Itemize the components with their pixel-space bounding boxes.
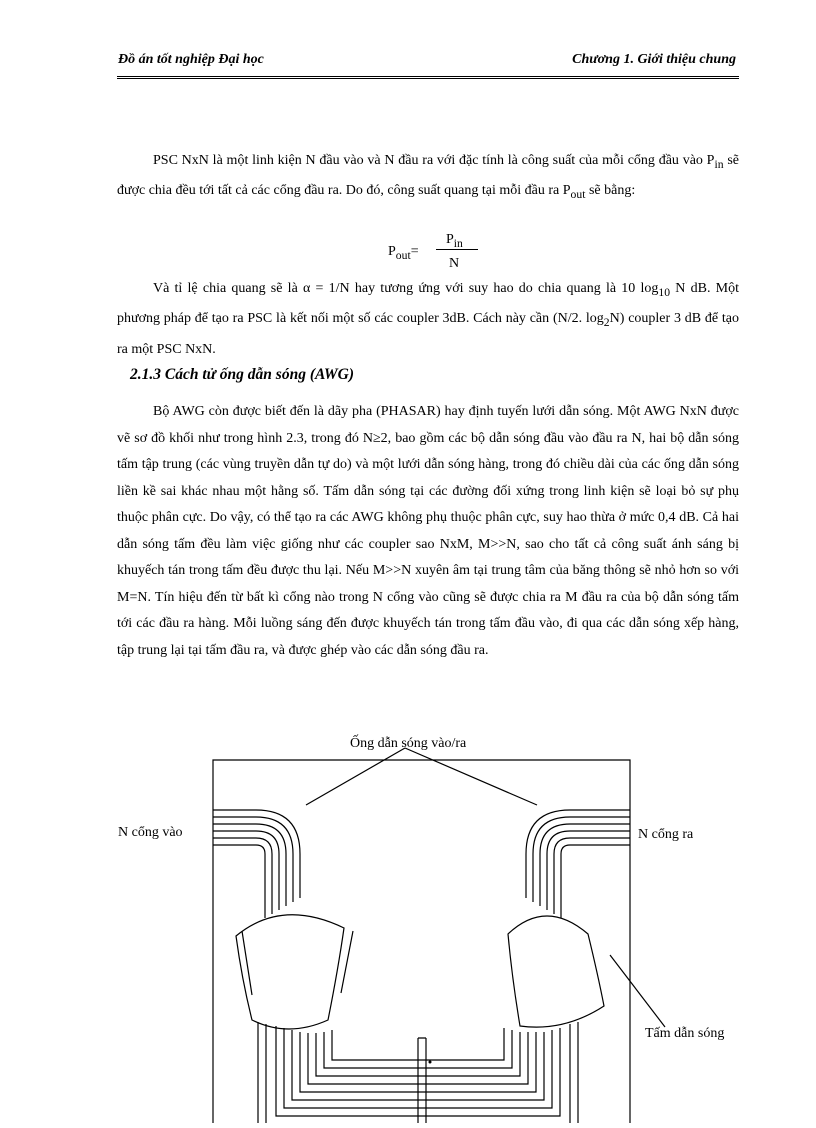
awg-diagram-svg xyxy=(100,730,816,1123)
text-run: sẽ bằng: xyxy=(585,183,636,199)
left-slab-edge-left xyxy=(242,931,252,995)
center-dot xyxy=(429,1061,432,1064)
pointer-line-slab xyxy=(610,955,665,1027)
text-run: Và tỉ lệ chia quang sẽ là α = 1/N hay tương ứng với suy hao do chia quang là 10 log xyxy=(153,281,659,296)
section-heading: 2.1.3 Cách tử ống dẫn sóng (AWG) xyxy=(130,366,355,383)
awg-diagram xyxy=(100,730,816,1128)
paragraph-psc xyxy=(117,148,739,209)
fraction-bar xyxy=(436,249,478,250)
text-run: PSC NxN là một linh kiện N đầu vào và N đầu ra với đặc tính là công suất của mỗi cổng đầu vào P xyxy=(153,153,715,168)
formula-pout xyxy=(388,232,498,278)
paragraph-split-ratio xyxy=(117,276,739,363)
text-run: N) coupler 3 dB để tạo ra một PSC NxN. xyxy=(117,311,739,357)
label-output-ports: N cổng ra xyxy=(638,827,694,842)
subscript-10: 10 xyxy=(658,285,671,299)
header-rule xyxy=(117,76,739,79)
formula-numerator: $P_{in}$ xyxy=(446,232,463,250)
input-waveguides xyxy=(213,810,300,918)
text-run: N dB. Một phương pháp để tạo ra PSC là kết nối một số các coupler 3dB. Cách này cần (N/2. log xyxy=(117,281,739,327)
right-slab xyxy=(508,916,604,1027)
header-left: Đồ án tốt nghiệp Đại học xyxy=(118,52,264,67)
subscript-out: out xyxy=(570,188,586,202)
subscript-2: 2 xyxy=(603,316,610,330)
pointer-line-left xyxy=(306,748,405,805)
label-input-ports: N cổng vào xyxy=(118,825,183,840)
formula-denominator: N xyxy=(449,256,460,271)
formula-lhs: $P_{out}=$ xyxy=(388,244,419,262)
label-io-waveguides: Ống dẫn sóng vào/ra xyxy=(350,736,467,751)
left-slab-edge-right xyxy=(341,931,353,993)
text-run: Bộ AWG còn được biết đến là dãy pha (PHASAR) hay định tuyến lưới dẫn sóng. Một AWG NxN được vẽ sơ đồ khối như trong hình 2.3, trong đó N≥2, bao gồm các bộ dẫn sóng đầu vào đầu ra N, hai bộ dẫn sóng tấm tập trung (các vùng truyền dẫn tự do) và một lưới dẫn sóng hàng, trong đó chiều dài của các ống dẫn sóng liền kề sai khác nhau một hằng số. Tấm dẫn sóng tại các đường đối xứng trong linh kiện sẽ loại bỏ sự phụ thuộc phân cực. Do vậy, có thể tạo ra các AWG không phụ thuộc phân cực, suy hao thừa ở mức 0,4 dB. Cả hai dẫn sóng tấm đều làm việc giống như các coupler sao NxM, M>>N, sao cho tất cả công suất ánh sáng bị khuyếch tán trong tấm đều được thu lại. Nếu M>>N xuyên âm tại trung tâm của băng thông sẽ nhỏ hơn so với M=N. Tín hiệu đến từ bất kì cổng nào trong N cổng vào cũng sẽ được chia ra M đầu ra của bộ dẫn sóng tấm tới các đầu ra hàng. Mỗi luồng sáng đến được khuyếch tán trong tấm đầu vào, đi qua các dẫn sóng xếp hàng, tập trung lại tại tấm đầu ra, và được ghép vào các dẫn sóng đầu ra. xyxy=(117,404,739,658)
header-right: Chương 1. Giới thiệu chung xyxy=(572,52,736,67)
label-slab-waveguide: Tấm dẫn sóng xyxy=(645,1026,725,1041)
output-waveguides xyxy=(526,810,630,918)
text-run: sẽ được chia đều tới tất cả các cổng đầu ra. Do đó, công suất quang tại mỗi đầu ra P xyxy=(117,153,739,199)
left-slab xyxy=(236,915,344,1029)
subscript-in: in xyxy=(714,157,724,171)
pointer-line-right xyxy=(405,748,537,805)
center-marker xyxy=(418,1038,426,1123)
paragraph-awg xyxy=(117,399,739,664)
